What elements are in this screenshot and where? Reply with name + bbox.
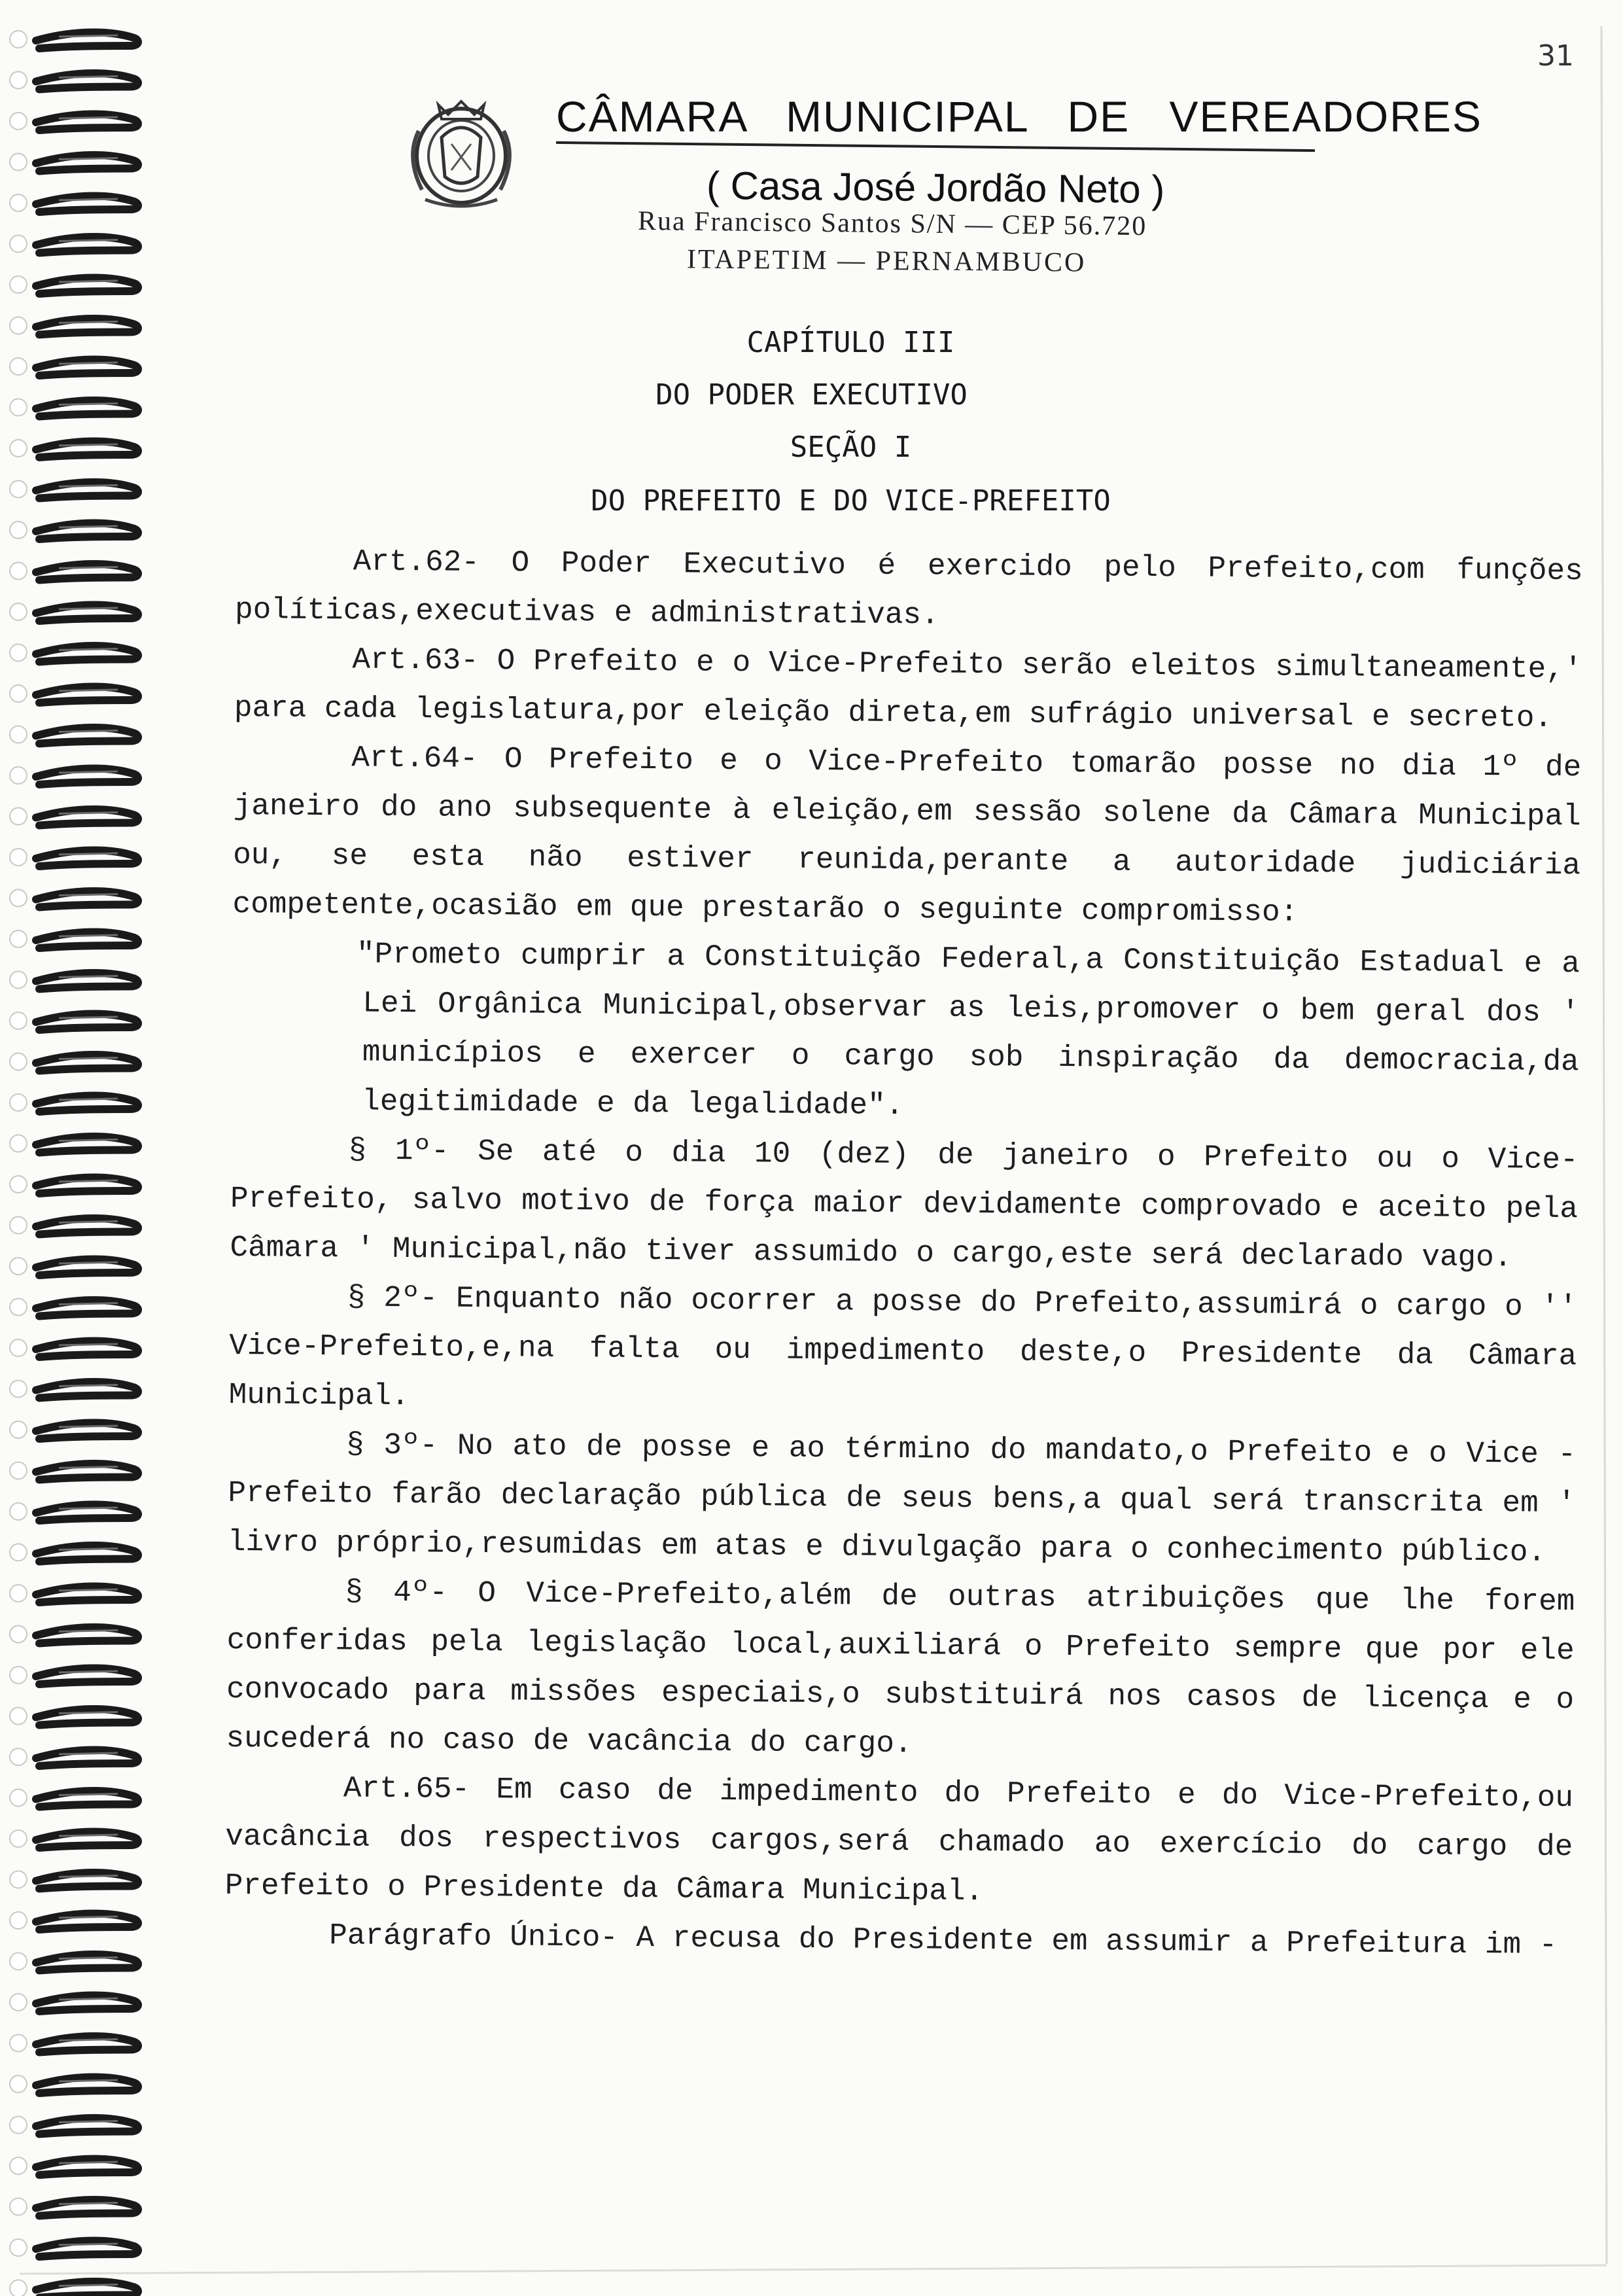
article-64-paragraph-3: § 3º- No ato de posse e ao término do mandato,o Prefeito e o Vice - Prefeito farão declaração pública de seus bens,a qual será transcrita em ' livro próprio,resumidas em atas e divulgação para o conhecimento público. <box>227 1428 1577 1570</box>
punch-hole <box>10 1176 27 1193</box>
binding-coil-highlight <box>59 199 118 200</box>
punch-hole <box>10 72 27 89</box>
binding-coil-highlight <box>59 1794 118 1795</box>
binding-coil <box>36 1218 138 1235</box>
punch-hole <box>10 1462 27 1479</box>
binding-coil-highlight <box>59 1508 118 1509</box>
punch-hole <box>10 358 27 375</box>
binding-coil-highlight <box>59 1712 118 1714</box>
binding-coil-highlight <box>59 2285 118 2286</box>
article-63: Art.63- O Prefeito e o Vice-Prefeito serão eleitos simultaneamente,' para cada legislatura,por eleição direta,em sufrágio universal e secreto. <box>234 643 1582 735</box>
punch-hole <box>10 2157 27 2174</box>
oath-quote: "Prometo cumprir a Constituição Federal,a Constituição Estadual e a Lei Orgânica Municipal,observar as leis,promover o bem geral dos ' municípios e exercer o cargo sob inspiração da democracia,da legitimidade e da legalidade". <box>356 937 1580 1123</box>
binding-coil-highlight <box>59 771 118 773</box>
binding-coil <box>36 196 138 213</box>
institution-address: Rua Francisco Santos S/N — CEP 56.720 <box>637 205 1147 242</box>
binding-coil-highlight <box>59 117 118 118</box>
binding-coil <box>36 728 138 744</box>
punch-hole <box>10 645 27 662</box>
binding-coil <box>36 1096 138 1112</box>
binding-coil <box>36 1954 138 1971</box>
punch-hole <box>10 154 27 171</box>
binding-coil <box>36 1709 138 1725</box>
binding-coil <box>36 1587 138 1603</box>
punch-hole <box>10 1708 27 1725</box>
punch-hole <box>10 2035 27 2052</box>
binding-coil-highlight <box>59 1467 118 1468</box>
binding-coil-highlight <box>59 322 118 323</box>
binding-coil <box>36 1137 138 1153</box>
binding-coil-highlight <box>59 1835 118 1836</box>
punch-hole <box>10 1381 27 1398</box>
binding-coil-highlight <box>59 649 118 650</box>
binding-coil <box>36 1464 138 1480</box>
binding-coil-highlight <box>59 1998 118 2000</box>
binding-coil <box>36 564 138 580</box>
chapter-heading: CAPÍTULO III <box>746 326 955 359</box>
binding-coil <box>36 891 138 908</box>
binding-coil <box>36 1505 138 1521</box>
binding-coil <box>36 73 138 90</box>
binding-coil-highlight <box>59 158 118 160</box>
article-65: Art.65- Em caso de impedimento do Prefeito e do Vice-Prefeito,ou vacância dos respectivos cargos,será chamado ao exercício do cargo de Prefeito o Presidente da Câmara Municipal. <box>224 1771 1574 1909</box>
punch-hole <box>10 849 27 866</box>
binding-coil-highlight <box>59 1058 118 1059</box>
punch-hole <box>10 563 27 580</box>
punch-hole <box>10 276 27 293</box>
binding-coil-highlight <box>59 1222 118 1223</box>
binding-coil <box>36 2159 138 2176</box>
punch-hole <box>10 1094 27 1111</box>
binding-coil <box>36 1341 138 1358</box>
binding-coil-highlight <box>59 690 118 691</box>
article-65-sole-paragraph: Parágrafo Único- A recusa do Presidente em assumir a Prefeitura im - <box>329 1918 1558 1962</box>
punch-hole <box>10 1012 27 1029</box>
binding-coil-highlight <box>59 281 118 282</box>
binding-coil <box>36 769 138 785</box>
punch-hole <box>10 113 27 130</box>
binding-coil <box>36 33 138 49</box>
punch-hole <box>10 1544 27 1561</box>
punch-hole <box>10 1299 27 1316</box>
binding-coil <box>36 1627 138 1644</box>
institution-subtitle: ( Casa José Jordão Neto ) <box>706 163 1165 212</box>
punch-hole <box>10 1871 27 1888</box>
binding-coil-highlight <box>59 1753 118 1754</box>
punch-hole <box>10 1503 27 1520</box>
binding-coil <box>36 1873 138 1889</box>
binding-coil-highlight <box>59 894 118 896</box>
binding-coil <box>36 1178 138 1194</box>
punch-hole <box>10 1912 27 1929</box>
punch-hole <box>10 1258 27 1275</box>
binding-coil <box>36 851 138 867</box>
binding-coil-highlight <box>59 1140 118 1141</box>
punch-hole <box>10 1585 27 1602</box>
binding-coil <box>36 278 138 294</box>
binding-coil <box>36 360 138 376</box>
binding-coil-highlight <box>59 2244 118 2245</box>
binding-coil <box>36 1014 138 1031</box>
article-64-paragraph-1: § 1º- Se até o dia 10 (dez) de janeiro o Prefeito ou o Vice-Prefeito, salvo motivo de força maior devidamente comprovado e aceito pela Câmara ' Municipal,não tiver assumido o cargo,este será declarado vago. <box>230 1133 1579 1275</box>
punch-hole <box>10 1135 27 1152</box>
binding-coil <box>36 1382 138 1398</box>
binding-coil <box>36 523 138 540</box>
punch-hole <box>10 2117 27 2134</box>
punch-hole <box>10 31 27 48</box>
binding-coil-highlight <box>59 1876 118 1877</box>
binding-coil <box>36 687 138 703</box>
binding-coil <box>36 1545 138 1562</box>
institution-title: CÂMARA MUNICIPAL DE VEREADORES <box>556 92 1482 141</box>
binding-coil-highlight <box>59 1303 118 1305</box>
binding-coil-highlight <box>59 1344 118 1345</box>
punch-hole <box>10 603 27 620</box>
binding-coil <box>36 1791 138 1807</box>
section-title: DO PREFEITO E DO VICE-PREFEITO <box>591 484 1111 518</box>
punch-hole <box>10 2239 27 2256</box>
punch-hole <box>10 1421 27 1438</box>
binding-coil-highlight <box>59 731 118 732</box>
punch-hole <box>10 1994 27 2011</box>
punch-hole <box>10 1053 27 1070</box>
binding-coil-highlight <box>59 853 118 855</box>
binding-coil <box>36 2241 138 2257</box>
punch-hole <box>10 808 27 825</box>
binding-coil-highlight <box>59 1589 118 1591</box>
section-heading: SEÇÃO I <box>790 431 912 464</box>
binding-coil-highlight <box>59 2040 118 2041</box>
binding-coil <box>36 646 138 662</box>
article-64: Art.64- O Prefeito e o Vice-Prefeito tomarão posse no dia 1º de janeiro do ano subsequente à eleição,em sessão solene da Câmara Municipal ou, se esta não estiver reunida,perante a autoridade judiciária competente,ocasião em que prestarão o seguinte compromisso: <box>232 741 1582 930</box>
punch-hole <box>10 1830 27 1847</box>
binding-coil-highlight <box>59 976 118 978</box>
punch-hole <box>10 972 27 989</box>
punch-hole <box>10 1217 27 1234</box>
punch-hole <box>10 2280 27 2296</box>
chapter-title: DO PODER EXECUTIVO <box>655 378 968 412</box>
binding-coil <box>36 115 138 131</box>
binding-coil-highlight <box>59 526 118 527</box>
binding-coil-highlight <box>59 2080 118 2081</box>
binding-coil-highlight <box>59 1385 118 1386</box>
binding-coil <box>36 237 138 253</box>
punch-hole <box>10 767 27 784</box>
binding-coil <box>36 1055 138 1071</box>
binding-coil-highlight <box>59 1549 118 1550</box>
punch-hole <box>10 1667 27 1684</box>
binding-coil-highlight <box>59 608 118 609</box>
punch-hole <box>10 726 27 743</box>
punch-hole <box>10 890 27 907</box>
punch-hole <box>10 2199 27 2216</box>
punch-hole <box>10 1953 27 1970</box>
institution-city: ITAPETIM — PERNAMBUCO <box>686 244 1087 278</box>
binding-coil-highlight <box>59 1671 118 1672</box>
binding-coil <box>36 932 138 949</box>
binding-coil-highlight <box>59 2203 118 2204</box>
binding-coil-highlight <box>59 1631 118 1632</box>
article-64-paragraph-4: § 4º- O Vice-Prefeito,além de outras atribuições que lhe forem conferidas pela legislação local,auxiliará o Prefeito sempre que por ele convocado para missões especiais,o substituirá nos casos de licença e o sucederá no caso de vacância do cargo. <box>226 1575 1575 1761</box>
binding-coil-highlight <box>59 77 118 78</box>
binding-coil <box>36 1914 138 1930</box>
page-number: 31 <box>1537 39 1574 73</box>
punch-hole <box>10 1626 27 1643</box>
punch-hole <box>10 1790 27 1807</box>
binding-coil <box>36 2118 138 2134</box>
binding-coil <box>36 1423 138 1439</box>
binding-coil-highlight <box>59 2162 118 2163</box>
binding-coil-highlight <box>59 362 118 364</box>
binding-coil-highlight <box>59 1958 118 1959</box>
binding-coil <box>36 1669 138 1685</box>
binding-coil-highlight <box>59 1180 118 1182</box>
punch-hole <box>10 930 27 947</box>
binding-coil-highlight <box>59 1426 118 1427</box>
binding-coil-highlight <box>59 240 118 241</box>
binding-coil <box>36 1300 138 1316</box>
punch-hole <box>10 1748 27 1765</box>
punch-hole <box>10 521 27 539</box>
binding-coil <box>36 1260 138 1276</box>
document-body <box>224 537 1583 1970</box>
binding-coil <box>36 1750 138 1767</box>
punch-hole <box>10 236 27 253</box>
binding-coil-highlight <box>59 2121 118 2123</box>
binding-coil <box>36 2077 138 2094</box>
binding-coil <box>36 1996 138 2012</box>
punch-hole <box>10 1339 27 1356</box>
binding-coil-highlight <box>59 935 118 936</box>
punch-hole <box>10 2075 27 2093</box>
binding-coil <box>36 2282 138 2296</box>
binding-coil <box>36 973 138 989</box>
binding-coil-highlight <box>59 813 118 814</box>
article-62: Art.62- O Poder Executivo é exercido pelo Prefeito,com funções políticas,executivas e administrativas. <box>234 544 1583 633</box>
municipal-seal-icon <box>393 92 530 216</box>
binding-coil <box>36 605 138 622</box>
article-64-paragraph-2: § 2º- Enquanto não ocorrer a posse do Prefeito,assumirá o cargo o '' Vice-Prefeito,e,na falta ou impedimento deste,o Presidente da Câmara Municipal. <box>228 1280 1578 1414</box>
punch-hole <box>10 194 27 211</box>
binding-coil-highlight <box>59 1017 118 1018</box>
punch-hole <box>10 685 27 702</box>
binding-coil-highlight <box>59 1262 118 1263</box>
binding-coil-highlight <box>59 1099 118 1100</box>
binding-coil <box>36 155 138 171</box>
binding-coil <box>36 1832 138 1848</box>
binding-coil-highlight <box>59 35 118 37</box>
binding-coil-highlight <box>59 567 118 569</box>
binding-coil-highlight <box>59 1916 118 1918</box>
binding-coil <box>36 809 138 826</box>
binding-coil <box>36 2200 138 2216</box>
binding-coil <box>36 2036 138 2053</box>
